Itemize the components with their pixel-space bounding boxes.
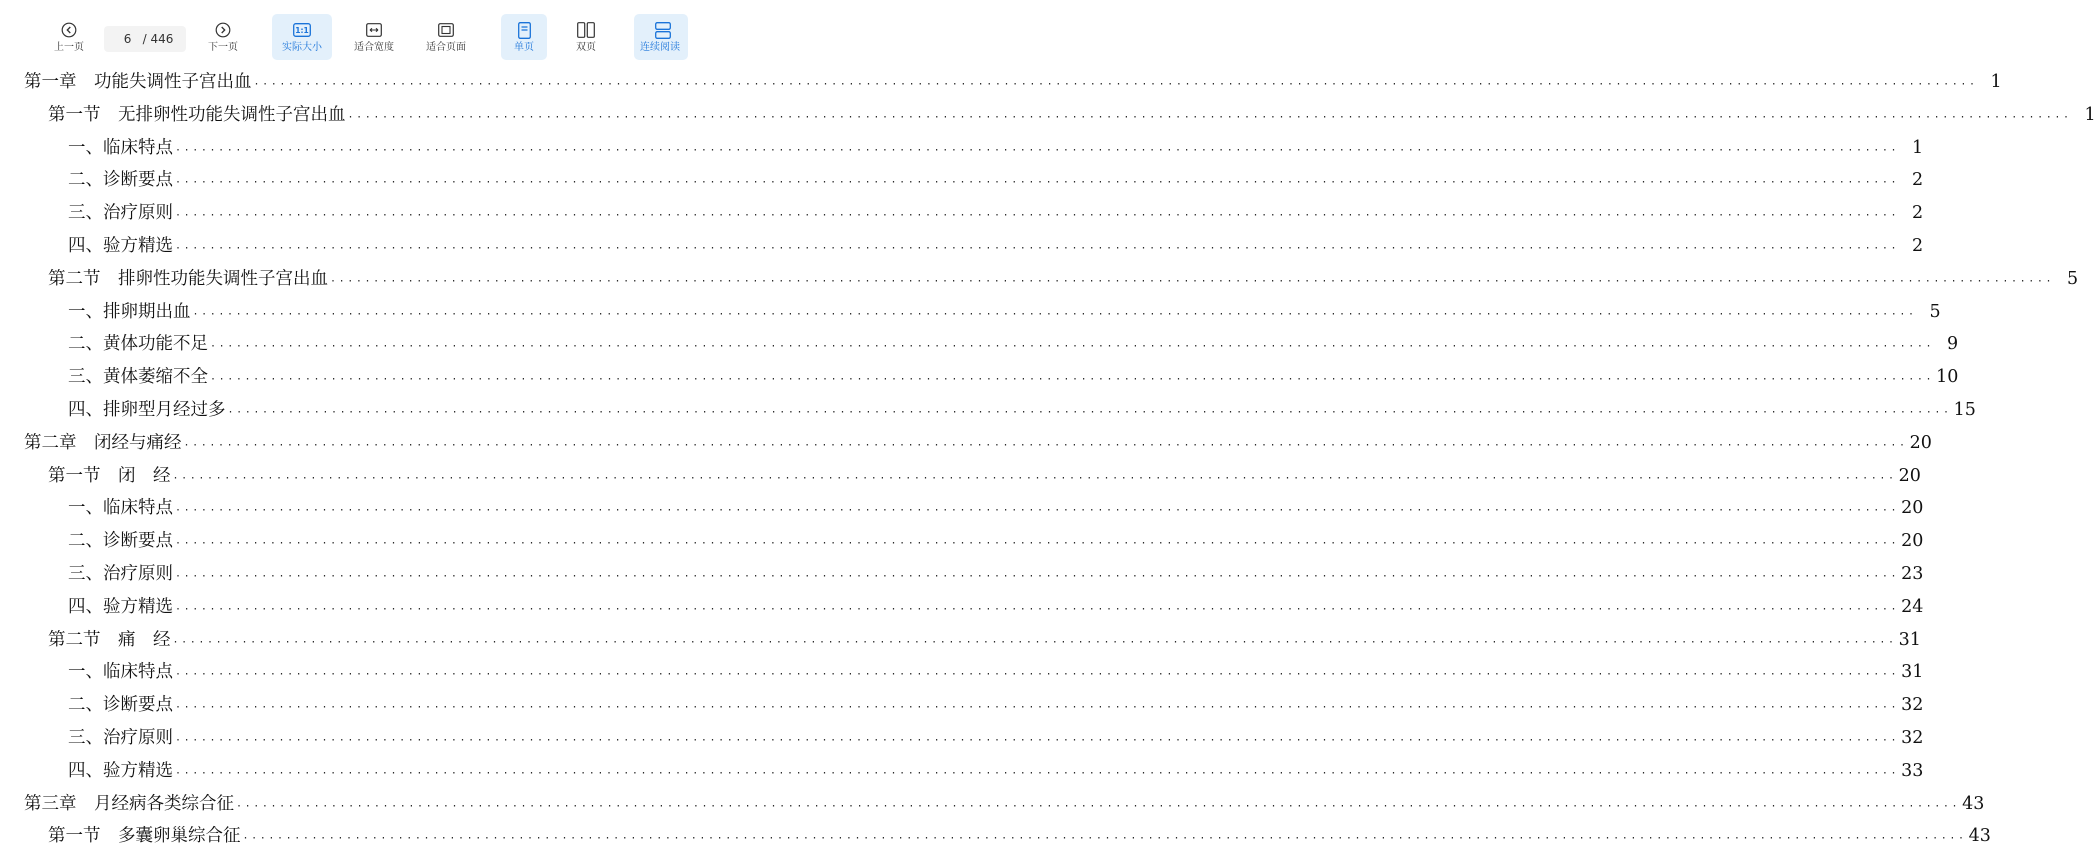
total-pages: / 446 — [142, 32, 174, 46]
continuous-read-icon — [654, 21, 672, 39]
toc-dot-leader: ········································································································································································································ — [175, 735, 1900, 746]
toc-dot-leader: ········································································································································································································ — [172, 636, 1897, 648]
toc-entry-title: 四、验方精选 — [68, 596, 173, 617]
toc-dot-leader: ········································································································································································································ — [175, 603, 1900, 615]
toc-dot-leader: ········································································································································································································ — [172, 472, 1897, 484]
toc-dot-leader: ········································································································································································································ — [175, 177, 1900, 189]
actual-size-icon — [293, 21, 311, 39]
chevron-right-circle-icon — [214, 21, 232, 39]
single-page-label: 单页 — [514, 42, 534, 53]
actual-size-icon-text: 1:1 — [295, 26, 309, 35]
toc-entry[interactable] — [48, 263, 2079, 296]
next-page-button[interactable] — [200, 14, 246, 60]
toc-entry-title: 一、排卵期出血 — [68, 301, 191, 322]
toc-entry-page: 23 — [1901, 564, 1924, 584]
toc-entry[interactable] — [68, 558, 1924, 591]
toc-dot-leader: ········································································································································································································ — [242, 833, 1967, 845]
toc-entry-page: 24 — [1901, 596, 1924, 617]
toc-entry-page: 10 — [1936, 367, 1959, 388]
toc-entry[interactable] — [68, 328, 1959, 361]
toc-entry-page: 32 — [1901, 695, 1924, 716]
toc-dot-leader: ········································································································································································································ — [175, 702, 1900, 714]
toc-entry[interactable] — [68, 197, 1924, 230]
toc-entry[interactable] — [68, 591, 1924, 624]
toc-entry[interactable] — [68, 722, 1924, 755]
fit-width-button[interactable] — [346, 14, 402, 60]
toc-dot-leader: ········································································································································································································ — [227, 407, 1952, 418]
toc-entry-title: 第二节 排卵性功能失调性子宫出血 — [48, 268, 328, 289]
toc-entry[interactable] — [68, 230, 1924, 263]
toc-entry[interactable] — [68, 394, 1976, 427]
toc-entry-page: 20 — [1901, 498, 1924, 519]
toc-entry-title: 二、诊断要点 — [68, 695, 173, 716]
toc-dot-leader: ········································································································································································································ — [175, 144, 1900, 156]
toc-entry-title: 四、排卵型月经过多 — [68, 400, 226, 420]
toc-entry-title: 二、诊断要点 — [68, 531, 173, 552]
toc-dot-leader: ········································································································································································································ — [210, 374, 1935, 386]
toc-dot-leader: ········································································································································································································ — [330, 275, 2055, 287]
toc-dot-leader: ········································································································································································································ — [175, 767, 1900, 779]
toc-entry-title: 三、治疗原则 — [68, 728, 173, 748]
toc-entry-title: 第二章 闭经与痛经 — [24, 432, 182, 453]
toc-entry-page: 32 — [1901, 728, 1924, 748]
toc-entry[interactable] — [48, 460, 1921, 493]
toc-dot-leader: ········································································································································································································ — [192, 308, 1917, 320]
toc-entry-title: 第一节 闭 经 — [48, 465, 171, 486]
toc-entry[interactable] — [48, 99, 2096, 132]
toc-entry[interactable] — [24, 427, 1932, 460]
toc-entry[interactable] — [68, 492, 1924, 525]
toc-entry[interactable] — [68, 755, 1924, 788]
toc-dot-leader: ········································································································································································································ — [236, 800, 1961, 812]
fit-width-icon — [365, 21, 383, 39]
toc-entry-page: 2 — [1911, 203, 1924, 224]
toc-entry-page: 2 — [1911, 170, 1924, 191]
toc-entry-title: 一、临床特点 — [68, 498, 173, 519]
toc-entry-page: 20 — [1909, 432, 1932, 453]
toc-entry[interactable] — [68, 656, 1924, 689]
toc-entry-title: 第三章 月经病各类综合征 — [24, 793, 234, 814]
next-page-label: 下一页 — [208, 42, 238, 53]
toc-entry-page: 5 — [2066, 268, 2079, 289]
toc-dot-leader: ········································································································································································································ — [183, 439, 1908, 451]
toc-entry-title: 三、治疗原则 — [68, 203, 173, 224]
chevron-left-circle-icon — [60, 21, 78, 39]
toc-entry-page: 20 — [1898, 465, 1921, 486]
prev-page-label: 上一页 — [54, 42, 84, 53]
toc-entry-page: 1 — [2084, 104, 2096, 125]
pdf-toolbar — [0, 0, 680, 64]
toc-dot-leader: ········································································································································································································ — [347, 111, 2072, 123]
toc-dot-leader: ········································································································································································································ — [175, 210, 1900, 222]
toc-entry[interactable] — [68, 689, 1924, 722]
toc-entry-title: 三、治疗原则 — [68, 564, 173, 584]
toc-entry[interactable] — [68, 361, 1959, 394]
toc-entry[interactable] — [48, 624, 1921, 657]
fit-page-label: 适合页面 — [426, 42, 466, 53]
current-page-input[interactable] — [117, 32, 139, 46]
toc-entry[interactable] — [68, 132, 1924, 165]
toc-entry-page: 1 — [1990, 72, 2002, 92]
toc-entry-page: 2 — [1911, 236, 1924, 256]
toc-entry-page: 31 — [1898, 629, 1921, 650]
toc-entry-title: 一、临床特点 — [68, 137, 173, 158]
toc-entry[interactable] — [24, 66, 2002, 99]
toc-entry-page: 33 — [1901, 760, 1924, 781]
continuous-read-button[interactable] — [634, 14, 688, 60]
toc-entry-title: 第一节 无排卵性功能失调性子宫出血 — [48, 104, 346, 125]
toc-entry-page: 9 — [1946, 334, 1959, 355]
toc-entry-page: 1 — [1911, 137, 1924, 158]
actual-size-button[interactable] — [272, 14, 332, 60]
fit-page-icon — [437, 21, 455, 39]
actual-size-label: 实际大小 — [282, 42, 322, 53]
page-indicator — [104, 26, 186, 52]
toc-entry[interactable] — [68, 525, 1924, 558]
toc-dot-leader: ········································································································································································································ — [175, 505, 1900, 517]
toc-entry[interactable] — [48, 820, 1991, 853]
toc-entry-title: 一、临床特点 — [68, 662, 173, 683]
prev-page-button[interactable] — [46, 14, 92, 60]
toc-entry-page: 20 — [1901, 531, 1924, 552]
toc-dot-leader: ········································································································································································································ — [175, 538, 1900, 550]
single-page-icon — [515, 21, 533, 39]
toc-entry-page: 5 — [1929, 301, 1941, 322]
toc-entry-title: 第一节 多囊卵巢综合征 — [48, 826, 241, 847]
toc-dot-leader: ········································································································································································································ — [175, 243, 1900, 254]
toc-entry[interactable] — [68, 164, 1924, 197]
toc-dot-leader: ········································································································································································································ — [175, 669, 1900, 681]
toc-entry-title: 第一章 功能失调性子宫出血 — [24, 72, 252, 92]
double-page-icon — [577, 21, 595, 39]
fit-page-button[interactable] — [418, 14, 474, 60]
toc-entry-title: 四、验方精选 — [68, 236, 173, 256]
toc-entry-title: 二、诊断要点 — [68, 170, 173, 191]
single-page-button[interactable] — [501, 14, 547, 60]
toc-entry-page: 43 — [1968, 826, 1991, 847]
continuous-read-label: 连续阅读 — [640, 42, 680, 53]
toc-entry[interactable] — [24, 788, 1985, 821]
toc-dot-leader: ········································································································································································································ — [253, 79, 1978, 90]
toc-entry-page: 31 — [1901, 662, 1924, 683]
toc-dot-leader: ········································································································································································································ — [175, 571, 1900, 582]
toc-dot-leader: ········································································································································································································ — [210, 341, 1935, 353]
toc-entry-page: 15 — [1953, 400, 1976, 420]
toc-entry-title: 四、验方精选 — [68, 760, 173, 781]
toc-entry-title: 三、黄体萎缩不全 — [68, 367, 208, 388]
toc-entry[interactable] — [68, 296, 1941, 329]
fit-width-label: 适合宽度 — [354, 42, 394, 53]
double-page-button[interactable] — [563, 14, 609, 60]
toc-entry-title: 第二节 痛 经 — [48, 629, 171, 650]
toc-entry-page: 43 — [1962, 793, 1985, 814]
double-page-label: 双页 — [576, 42, 596, 53]
toc-entry-title: 二、黄体功能不足 — [68, 334, 208, 355]
